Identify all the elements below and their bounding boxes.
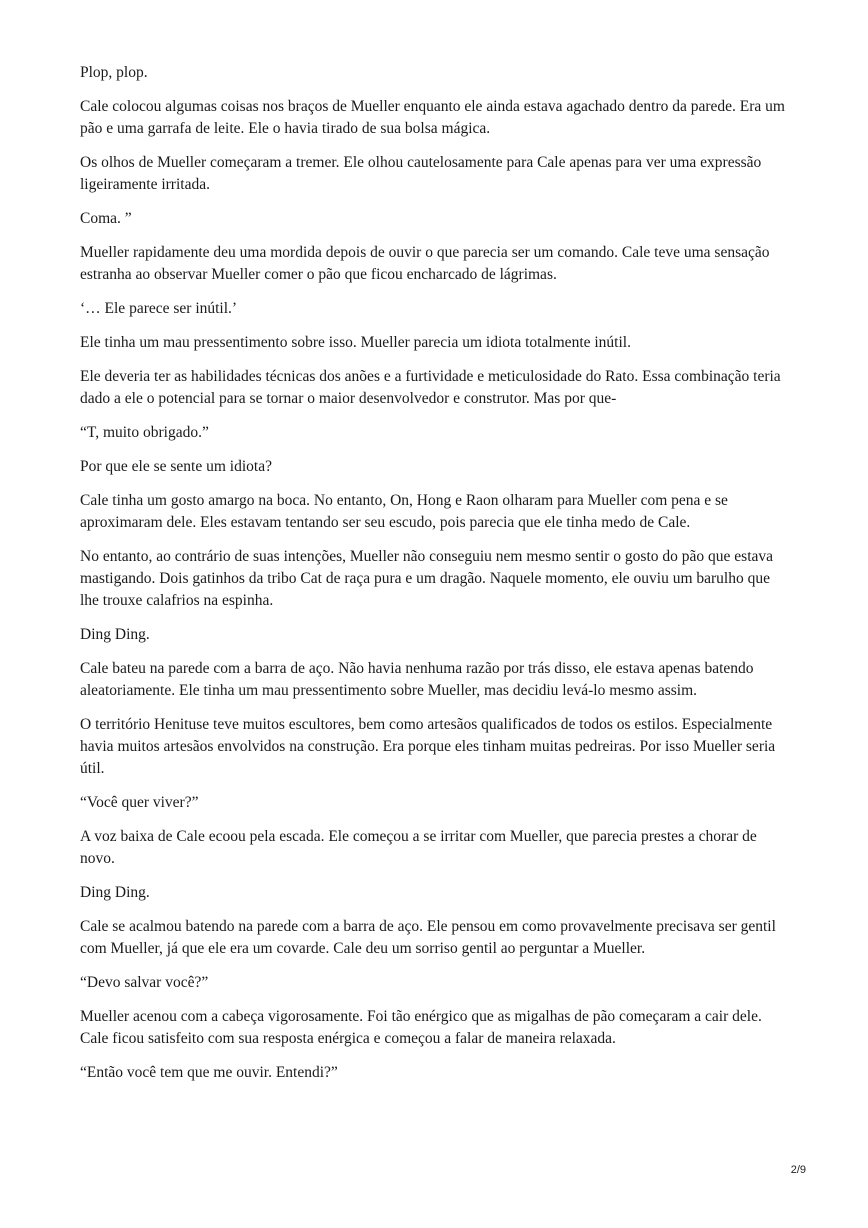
paragraph: O território Henituse teve muitos escultores, bem como artesãos qualificados de todos os estilos. Especialmente havia muitos artesãos envolvidos na construção. Era porque eles tinham muitas pedreiras. Por isso Mueller seria útil. xyxy=(80,716,776,777)
paragraph: Coma. ” xyxy=(80,210,132,227)
paragraph: Cale colocou algumas coisas nos braços de Mueller enquanto ele ainda estava agachado dentro da parede. Era um pão e uma garrafa de leite. Ele o havia tirado de sua bolsa mágica. xyxy=(80,98,785,137)
paragraph: “Você quer viver?” xyxy=(80,794,199,811)
paragraph: Ele deveria ter as habilidades técnicas dos anões e a furtividade e meticulosidade do Rato. Essa combinação teria dado a ele o potencial para se tornar o maior desenvolvedor e construtor. Mas por que- xyxy=(80,368,781,407)
paragraph: Ding Ding. xyxy=(80,626,150,643)
page-number: 2/9 xyxy=(790,1164,806,1176)
paragraph: Ele tinha um mau pressentimento sobre isso. Mueller parecia um idiota totalmente inútil. xyxy=(80,334,631,351)
paragraph: A voz baixa de Cale ecoou pela escada. Ele começou a se irritar com Mueller, que parecia prestes a chorar de novo. xyxy=(80,828,757,867)
paragraph: “T, muito obrigado.” xyxy=(80,424,209,441)
paragraph: Mueller rapidamente deu uma mordida depois de ouvir o que parecia ser um comando. Cale teve uma sensação estranha ao observar Mueller comer o pão que ficou encharcado de lágrimas. xyxy=(80,244,770,283)
paragraph: Cale tinha um gosto amargo na boca. No entanto, On, Hong e Raon olharam para Mueller com pena e se aproximaram dele. Eles estavam tentando ser seu escudo, pois parecia que ele tinha medo de Cale. xyxy=(80,492,728,531)
paragraph: Plop, plop. xyxy=(80,64,148,81)
paragraph: “Devo salvar você?” xyxy=(80,974,209,991)
paragraph: No entanto, ao contrário de suas intenções, Mueller não conseguiu nem mesmo sentir o gosto do pão que estava mastigando. Dois gatinhos da tribo Cat de raça pura e um dragão. Naquele momento, ele ouviu um barulho que lhe trouxe calafrios na espinha. xyxy=(80,548,774,609)
paragraph: ‘… Ele parece ser inútil.’ xyxy=(80,300,238,317)
paragraph: Por que ele se sente um idiota? xyxy=(80,458,272,475)
paragraph: Cale bateu na parede com a barra de aço. Não havia nenhuma razão por trás disso, ele estava apenas batendo aleatoriamente. Ele tinha um mau pressentimento sobre Mueller, mas decidiu levá-lo mesmo assim. xyxy=(80,660,754,699)
paragraph: Ding Ding. xyxy=(80,884,150,901)
paragraph: “Então você tem que me ouvir. Entendi?” xyxy=(80,1064,338,1081)
document-body xyxy=(80,62,790,1096)
paragraph: Cale se acalmou batendo na parede com a barra de aço. Ele pensou em como provavelmente precisava ser gentil com Mueller, já que ele era um covarde. Cale deu um sorriso gentil ao perguntar a Mueller. xyxy=(80,918,776,957)
paragraph: Mueller acenou com a cabeça vigorosamente. Foi tão enérgico que as migalhas de pão começaram a cair dele. Cale ficou satisfeito com sua resposta enérgica e começou a falar de maneira relaxada. xyxy=(80,1008,762,1047)
paragraph: Os olhos de Mueller começaram a tremer. Ele olhou cautelosamente para Cale apenas para ver uma expressão ligeiramente irritada. xyxy=(80,154,762,193)
